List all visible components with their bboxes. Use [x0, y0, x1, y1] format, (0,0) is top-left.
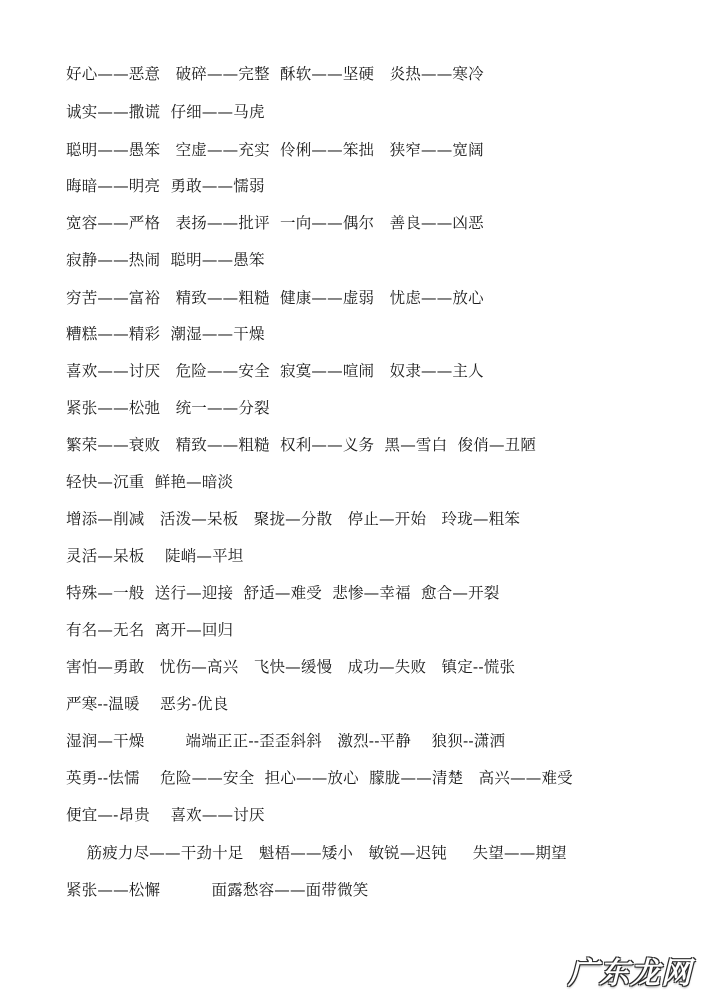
antonym-line-4: 晦暗——明亮 勇敢——懦弱 — [66, 177, 265, 195]
antonym-line-17: 害怕—勇敢 忧伤—高兴 飞快—缓慢 成功—失败 镇定--慌张 — [66, 658, 516, 676]
antonym-line-23: 紧张——松懈 面露愁容——面带微笑 — [66, 881, 369, 899]
antonym-line-13: 增添—削减 活泼—呆板 聚拢—分散 停止—开始 玲珑—粗笨 — [66, 510, 521, 528]
antonym-line-1: 好心——恶意 破碎——完整 酥软——坚硬 炎热——寒冷 — [66, 65, 484, 83]
antonym-line-18: 严寒--温暖 恶劣-优良 — [66, 695, 229, 713]
site-watermark-logo: 广东龙网 — [568, 956, 692, 991]
antonym-line-7: 穷苦——富裕 精致——粗糙 健康——虚弱 忧虑——放心 — [66, 289, 484, 307]
antonym-line-15: 特殊—一般 送行—迎接 舒适—难受 悲惨—幸福 愈合—开裂 — [66, 584, 500, 602]
antonym-line-3: 聪明——愚笨 空虚——充实 伶俐——笨拙 狭窄——宽阔 — [66, 141, 484, 159]
antonym-line-11: 繁荣——衰败 精致——粗糙 权利——义务 黑—雪白 俊俏—丑陋 — [66, 436, 537, 454]
antonym-line-6: 寂静——热闹 聪明——愚笨 — [66, 251, 265, 269]
antonym-line-12: 轻快—沉重 鲜艳—暗淡 — [66, 473, 234, 491]
antonym-line-20: 英勇--怯懦 危险——安全 担心——放心 朦胧——清楚 高兴——难受 — [66, 769, 573, 787]
antonym-line-14: 灵活—呆板 陡峭—平坦 — [66, 547, 244, 565]
antonym-line-19: 湿润—干燥 端端正正--歪歪斜斜 激烈--平静 狼狈--潇洒 — [66, 732, 506, 750]
antonym-line-8: 糟糕——精彩 潮湿——干燥 — [66, 325, 265, 343]
antonym-line-9: 喜欢——讨厌 危险——安全 寂寞——喧闹 奴隶——主人 — [66, 362, 484, 380]
antonym-line-2: 诚实——撒谎 仔细——马虎 — [66, 103, 265, 121]
antonym-line-16: 有名—无名 离开—回归 — [66, 621, 234, 639]
antonym-line-10: 紧张——松弛 统一——分裂 — [66, 399, 270, 417]
antonym-line-21: 便宜—-昂贵 喜欢——讨厌 — [66, 806, 265, 824]
antonym-line-22: 筋疲力尽——干劲十足 魁梧——矮小 敏锐—迟钝 失望——期望 — [66, 844, 567, 862]
antonym-line-5: 宽容——严格 表扬——批评 一向——偶尔 善良——凶恶 — [66, 214, 484, 232]
